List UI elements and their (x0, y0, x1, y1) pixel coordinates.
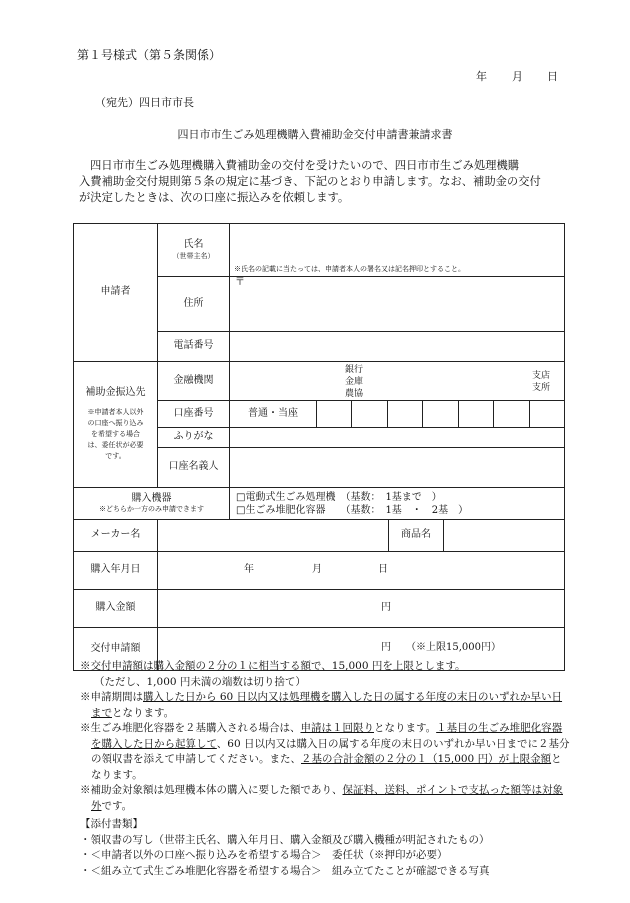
branch-type-shisho: 支所 (532, 383, 551, 393)
phone-label: 電話番号 (158, 332, 230, 362)
bank-section-label: 補助金振込先 (85, 386, 146, 398)
device-options[interactable] (230, 488, 565, 520)
date-day: 日 (547, 70, 558, 83)
account-kind[interactable]: 普通・当座 (248, 407, 298, 419)
device-label-cell (74, 488, 230, 520)
account-digit-box[interactable] (316, 401, 351, 427)
account-digit-box[interactable] (458, 401, 493, 427)
amount-field[interactable] (158, 590, 565, 628)
purchase-date-field[interactable] (158, 552, 565, 590)
note-2: ※申請期間は購入した日から 60 日以内又は処理機を購入した日の属する年度の末日のいずれか早い日までとなります。 (80, 691, 563, 719)
intro-paragraph (79, 158, 579, 206)
name-label-cell (158, 224, 230, 277)
bank-note-line: ※申請者本人以外 (87, 408, 144, 417)
note-1: ※交付申請額は購入金額の２分の１に相当する額で、15,000 円を上限とします。 (80, 660, 466, 672)
note-3: ※生ごみ堆肥化容器を２基購入される場合は、申請は１回限りとなります。１基目の生ごみ堆肥化容器を購入した日から起算して、60 日以内又は購入日の属する年度の末日のいずれか早い日までに２基分の領収書を添えて申請してください。また、２基の合計金額の２分の１（15,000 円）が上限金額となります。 (80, 722, 570, 781)
holder-field[interactable] (230, 448, 565, 488)
bank-note-line: の口座へ振り込み (87, 419, 144, 428)
institution-field[interactable] (230, 362, 565, 401)
applicant-label: 申請者 (74, 224, 158, 362)
device-option-electric[interactable]: □電動式生ごみ処理機 （基数： 1基まで ） (236, 491, 442, 503)
branch-type-shiten: 支店 (532, 371, 551, 381)
account-digit-box[interactable] (529, 401, 564, 427)
pd-day: 日 (378, 563, 388, 575)
account-number-label: 口座番号 (158, 401, 230, 428)
name-note: ※氏名の記載に当たっては、申請者本人の署名又は記名押印とすること。 (234, 265, 465, 274)
application-table (73, 223, 565, 671)
notes (80, 659, 570, 879)
account-digit-box[interactable] (493, 401, 528, 427)
amount-yen: 円 (381, 601, 391, 613)
pd-year: 年 (244, 563, 254, 575)
holder-label: 口座名義人 (158, 448, 230, 488)
note-1-sub: （ただし、1,000 円未満の端数は切り捨て） (94, 675, 306, 688)
postal-mark: 〒 (235, 277, 245, 288)
branch-types (532, 370, 550, 394)
account-digit-box[interactable] (351, 401, 386, 427)
attachment-1: ・領収書の写し（世帯主氏名、購入年月日、購入金額及び購入機種が明記されたもの） (80, 833, 490, 846)
name-field[interactable] (230, 224, 565, 277)
intro-line-2: 入費補助金交付規則第５条の規定に基づき、下記のとおり申請します。なお、補助金の交付 (79, 175, 541, 188)
device-label: 購入機器 (131, 492, 172, 504)
pd-month: 月 (312, 563, 322, 575)
bank-section-note (74, 407, 157, 462)
note-4: ※補助金対象額は処理機本体の購入に要した額であり、保証料、送料、ポイントで支払った額等は対象外です。 (80, 784, 563, 812)
document-title: 四日市市生ごみ処理機購入費補助金交付申請書兼請求書 (177, 128, 453, 141)
institution-types (345, 364, 363, 400)
name-sub-label: （世帯主名） (172, 251, 215, 260)
attachments-title: 【添付書類】 (80, 818, 143, 830)
grant-cap: 円 （※上限15,000円） (381, 642, 501, 653)
date-year: 年 (476, 70, 487, 83)
form-number: 第１号様式（第５条関係） (77, 48, 222, 62)
inst-type-noukyou: 農協 (345, 389, 364, 399)
device-note: ※どちらか一方のみ申請できます (99, 505, 204, 514)
intro-line-3: が決定したときは、次の口座に振込みを依頼します。 (79, 191, 350, 204)
institution-label: 金融機関 (158, 362, 230, 401)
attachment-2: ・＜申請者以外の口座へ振り込みを希望する場合＞ 委任状（※押印が必要） (80, 849, 448, 861)
bank-note-line: を希望する場合 (91, 430, 140, 439)
furigana-field[interactable] (230, 428, 565, 448)
name-label: 氏名 (183, 239, 204, 251)
bank-note-line: です。 (105, 452, 126, 461)
device-option-compost[interactable]: □生ごみ堆肥化容器 （基数： 1基 ・ 2基 ） (236, 504, 469, 516)
address-field[interactable] (230, 277, 565, 332)
account-digit-box[interactable] (387, 401, 422, 427)
purchase-date-label: 購入年月日 (74, 552, 158, 590)
inst-type-kinko: 金庫 (345, 377, 364, 387)
bank-note-line: は、委任状が必要 (87, 441, 144, 450)
amount-label: 購入金額 (74, 590, 158, 628)
inst-type-bank: 銀行 (345, 365, 364, 375)
grant-label: 交付申請額 (74, 628, 158, 671)
account-number-field[interactable] (230, 401, 565, 428)
attachment-3: ・＜組み立て式生ごみ堆肥化容器を希望する場合＞ 組み立てたことが確認できる写真 (80, 864, 490, 877)
phone-field[interactable] (230, 332, 565, 362)
address-label: 住所 (158, 277, 230, 332)
product-field[interactable] (444, 520, 565, 552)
date-month: 月 (512, 70, 523, 83)
maker-label: メーカー名 (74, 520, 158, 552)
account-digit-box[interactable] (422, 401, 457, 427)
bank-section-label-cell (74, 362, 158, 488)
intro-line-1: 四日市市生ごみ処理機購入費補助金の交付を受けたいので、四日市市生ごみ処理機購 (90, 159, 520, 172)
product-label: 商品名 (389, 520, 444, 552)
furigana-label: ふりがな (158, 428, 230, 448)
maker-field[interactable] (158, 520, 389, 552)
addressee: （宛先）四日市市長 (95, 96, 194, 109)
